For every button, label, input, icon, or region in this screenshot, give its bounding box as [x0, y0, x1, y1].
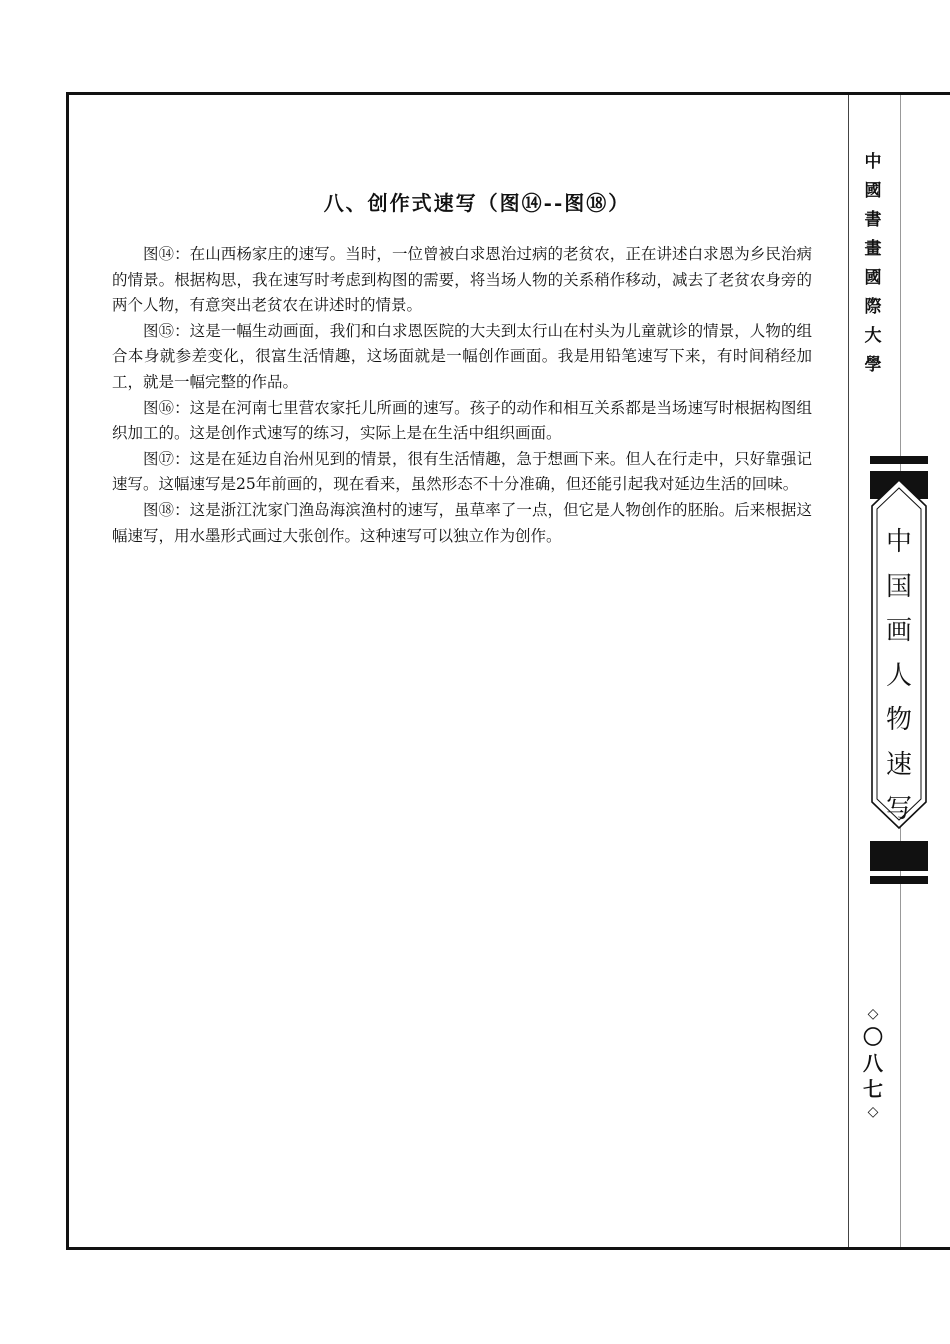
publisher-char: 學 — [864, 355, 882, 375]
publisher-char: 畫 — [864, 239, 882, 259]
book-title-char: 写 — [885, 794, 912, 824]
title-band-bottom — [870, 841, 928, 871]
diamond-icon: ◇ — [867, 1104, 879, 1120]
paragraph-fig77: 图⑰：这是在延边自治州见到的情景，很有生活情趣，急于想画下来。但人在行走中，只好靠强记速写。这幅速写是25年前画的，现在看来，虽然形态不十分准确，但还能引起我对延边生活的回味。 — [112, 449, 812, 494]
page-number-digit: 〇 — [863, 1025, 883, 1049]
book-title-char: 国 — [885, 571, 912, 602]
main-text — [112, 188, 812, 549]
paragraph-fig76: 图⑯：这是在河南七里营农家托儿所画的速写。孩子的动作和相互关系都是当场速写时根据构图组织加工的。这是创作式速写的练习，实际上是在生活中组织画面。 — [112, 398, 812, 443]
book-title-char: 物 — [885, 705, 912, 735]
publisher-char: 國 — [864, 181, 882, 201]
publisher-char: 中 — [864, 152, 882, 172]
book-title-char: 速 — [885, 749, 912, 780]
book-title-char: 画 — [885, 616, 912, 646]
title-band-bottom-bar — [870, 876, 928, 884]
publisher-char: 大 — [864, 326, 882, 346]
publisher-char: 際 — [864, 297, 882, 317]
title-band-top-bar — [870, 456, 928, 464]
publisher-char: 書 — [864, 210, 882, 230]
page-number-digit: 八 — [863, 1051, 883, 1075]
page-number — [858, 1004, 888, 1122]
publisher-vertical — [858, 148, 888, 380]
margin-divider — [848, 95, 849, 1247]
book-title-char: 人 — [885, 660, 912, 691]
paragraph-fig78: 图⑱：这是浙江沈家门渔岛海滨渔村的速写，虽草率了一点，但它是人物创作的胚胎。后来根据这幅速写，用水墨形式画过大张创作。这种速写可以独立作为创作。 — [112, 500, 812, 545]
paragraph-fig75: 图⑮：这是一幅生动画面，我们和白求恩医院的大夫到太行山在村头为儿童就诊的情景，人物的组合本身就参差变化，很富生活情趣，这场面就是一幅创作画面。我是用铅笔速写下来，有时间稍经加工，就是一幅完整的作品。 — [112, 321, 812, 391]
page-number-digit: 七 — [863, 1077, 883, 1101]
section-title: 八、创作式速写（图⑭--图⑱） — [323, 191, 631, 215]
book-title-char: 中 — [885, 527, 912, 557]
diamond-icon: ◇ — [867, 1006, 879, 1022]
paragraph-fig74: 图⑭：在山西杨家庄的速写。当时，一位曾被白求恩治过病的老贫农，正在讲述白求恩为乡民治病的情景。根据构思，我在速写时考虑到构图的需要，将当场人物的关系稍作移动，减去了老贫农身旁的两个人物，有意突出老贫农在讲述时的情景。 — [112, 245, 812, 315]
publisher-char: 國 — [864, 268, 882, 288]
book-title-vertical — [870, 520, 928, 832]
